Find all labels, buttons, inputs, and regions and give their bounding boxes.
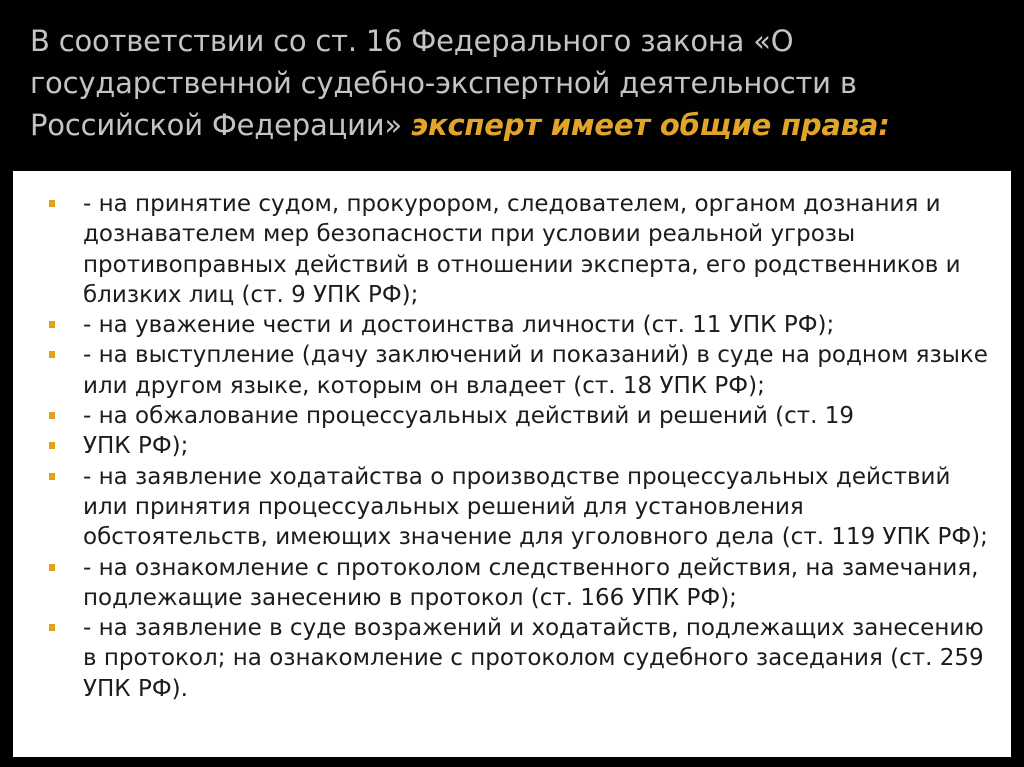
list-item-text: - на заявление в суде возражений и ходатайств, подлежащих занесению в протокол; на ознакомление с протоколом судебного заседания (ст. 259 УПК РФ). [83, 615, 984, 702]
list-item-text: - на уважение чести и достоинства личности (ст. 11 УПК РФ); [83, 312, 835, 339]
list-item [49, 553, 994, 614]
bullet-marker [49, 412, 55, 419]
list-item-text: - на ознакомление с протоколом следственного действия, на замечания, подлежащие занесению в протокол (ст. 166 УПК РФ); [83, 554, 979, 611]
list-item [49, 340, 994, 401]
bullet-marker [49, 624, 55, 631]
list-item-text: - на обжалование процессуальных действий и решений (ст. 19 [83, 403, 855, 430]
bullet-marker [49, 564, 55, 571]
list-item [49, 189, 994, 310]
list-item [49, 462, 994, 553]
content-panel [13, 171, 1011, 757]
title-bar [0, 0, 1024, 159]
list-item [49, 310, 994, 340]
bullet-marker [49, 321, 55, 328]
list-item-text: УПК РФ); [83, 433, 189, 460]
list-item-text: - на заявление ходатайства о производстве процессуальных действий или принятия процессуальных решений для установления обстоятельств, имеющих значение для уголовного дела (ст. 119 УПК РФ); [83, 463, 988, 551]
list-item-text: - на принятие судом, прокурором, следователем, органом дознания и дознавателем мер безопасности при условии реальной угрозы противоправных действий в отношении эксперта, его родственников и близких лиц (ст. 9 УПК РФ); [83, 191, 961, 308]
slide-title [30, 20, 1005, 146]
list-item [49, 613, 994, 704]
list-item [49, 431, 994, 461]
bullet-marker [49, 442, 55, 449]
list-item [49, 401, 994, 431]
bullet-marker [49, 473, 55, 480]
slide-title-main: В соответствии со ст. 16 Федерального закона «О государственной судебно-экспертной деятельности в Российской Федерации» [30, 24, 857, 142]
rights-list [49, 189, 994, 704]
list-item-text: - на выступление (дачу заключений и показаний) в суде на родном языке или другом языке, которым он владеет (ст. 18 УПК РФ); [83, 342, 988, 399]
bullet-marker [49, 200, 55, 207]
bullet-marker [49, 351, 55, 358]
slide-title-highlight: эксперт имеет общие права: [410, 108, 890, 142]
